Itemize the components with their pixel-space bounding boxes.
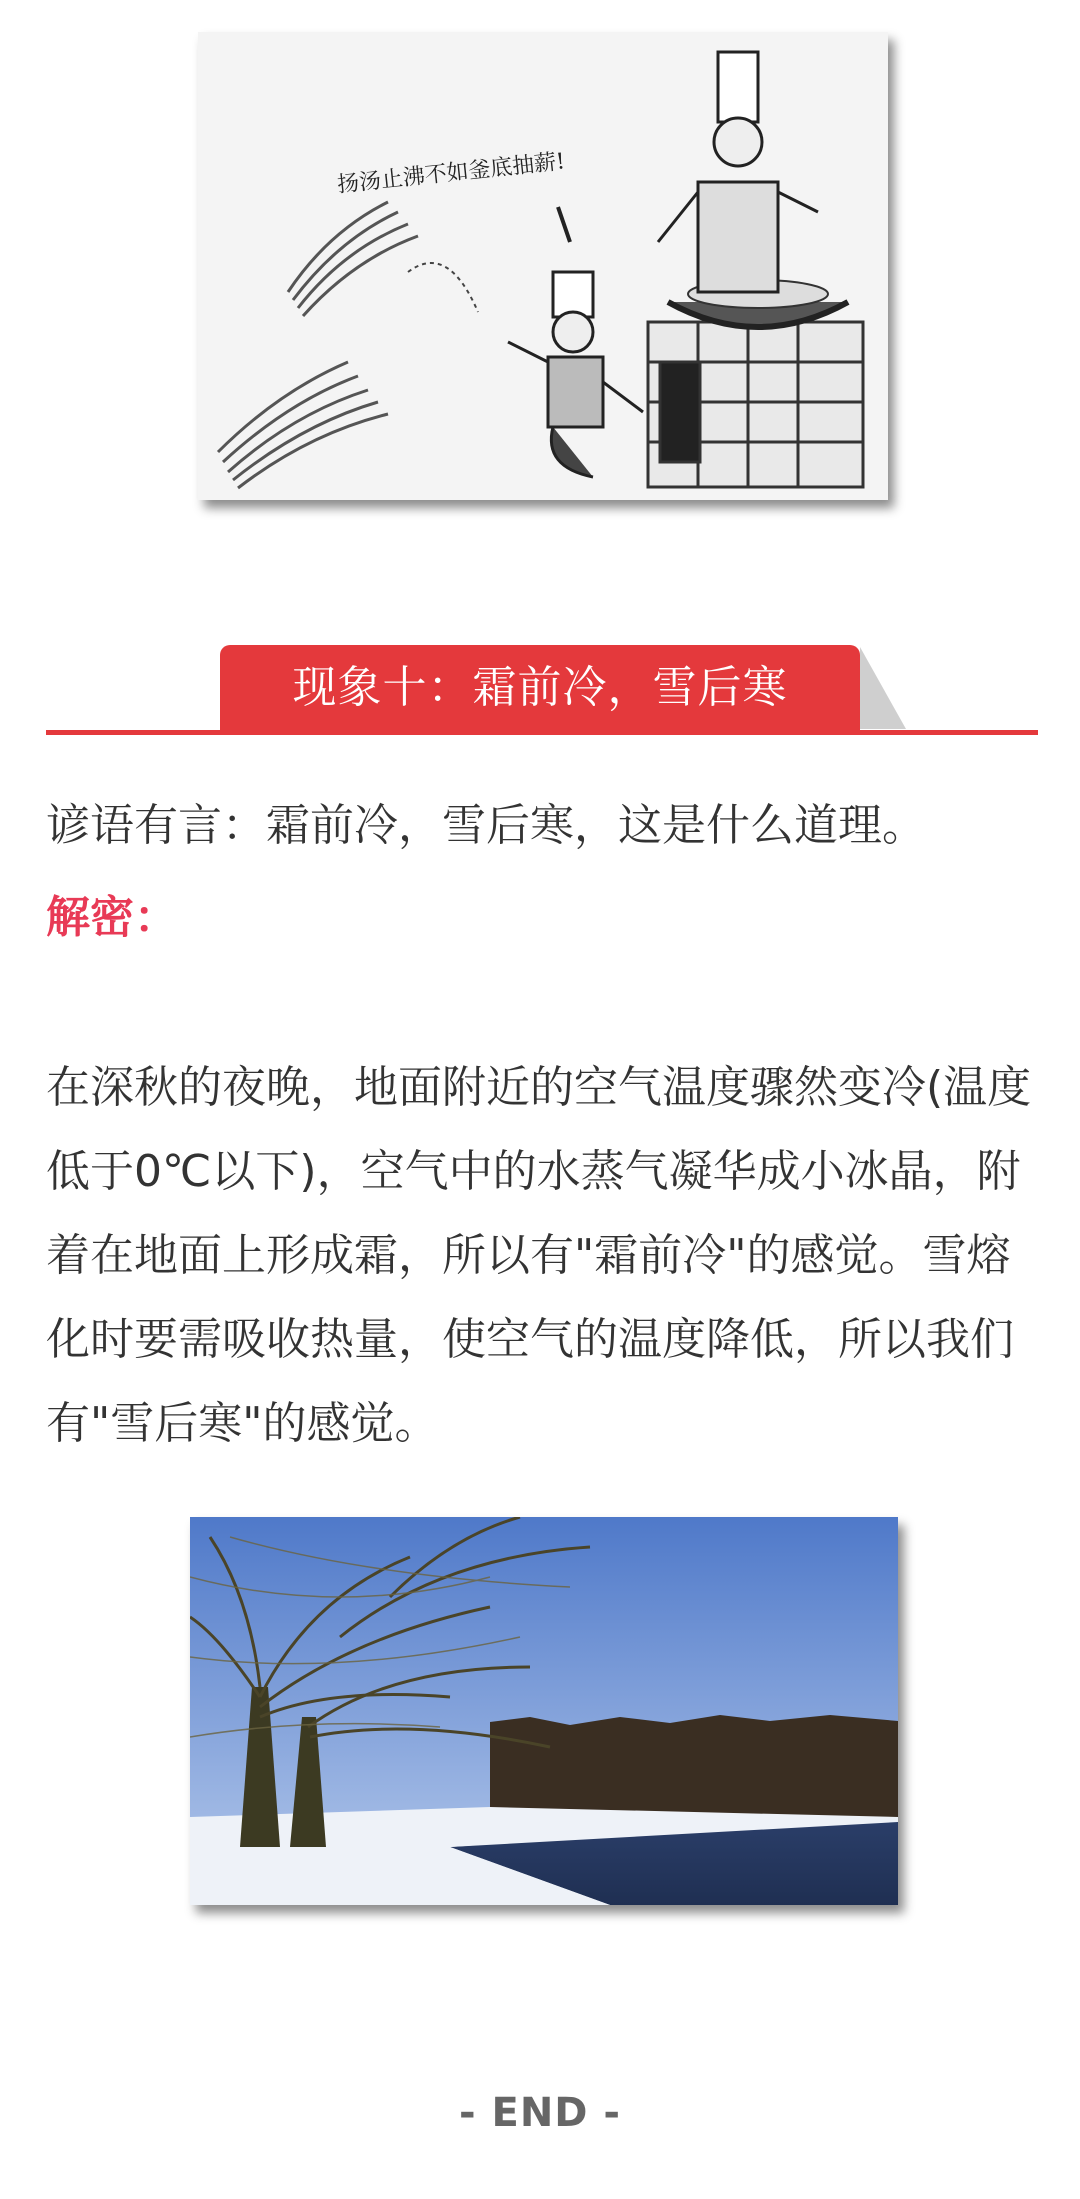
proverb-text: 谚语有言：霜前冷，雪后寒，这是什么道理。 xyxy=(46,800,926,851)
header-fold-decoration xyxy=(860,647,906,729)
cartoon-image xyxy=(198,32,888,500)
section-header xyxy=(46,645,1038,735)
explanation-text: 在深秋的夜晚，地面附近的空气温度骤然变冷(温度低于0℃以下)，空气中的水蒸气凝华成小冰晶，附着在地面上形成霜，所以有"霜前冷"的感觉。雪熔化时要需吸收热量，使空气的温度降低，所以我们有"雪后寒"的感觉。 xyxy=(46,1062,1032,1449)
cartoon-caption: 扬汤止沸不如釜底抽薪! xyxy=(336,149,567,198)
reveal-label: 解密： xyxy=(46,892,178,943)
section-title: 现象十：霜前冷，雪后寒 xyxy=(292,662,788,713)
end-marker: - END - xyxy=(458,2090,622,2136)
header-tab xyxy=(220,645,860,733)
winter-photo xyxy=(190,1517,898,1905)
